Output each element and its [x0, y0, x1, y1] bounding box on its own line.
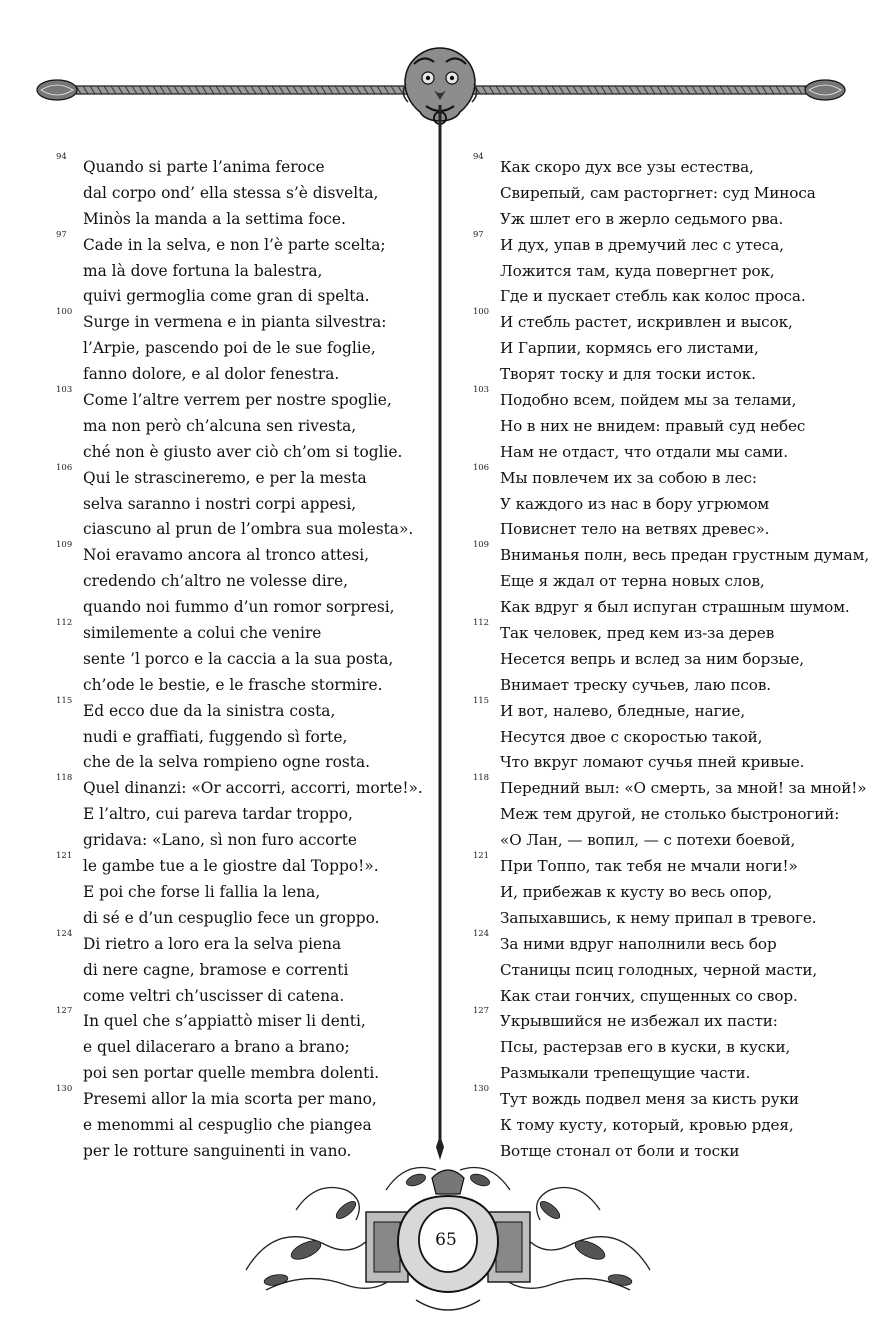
verse-number: 118: [56, 773, 73, 784]
verse-line: [473, 517, 858, 543]
verse-text: Quando si parte l’anima feroce: [83, 158, 325, 176]
verse-line: [473, 618, 858, 647]
verse-line: [56, 1035, 428, 1061]
verse-text: Come l’altre verrem per nostre spoglie,: [83, 391, 392, 410]
verse-line: [473, 673, 858, 699]
tercet: [56, 540, 428, 621]
verse-text: Где и пускает стебль как колос проса.: [500, 287, 806, 306]
verse-line: [56, 618, 428, 647]
verse-line: [473, 984, 858, 1010]
verse-number: 130: [56, 1084, 73, 1095]
verse-text: Как скоро дух все узы естества,: [500, 158, 754, 176]
verse-text: Подобно всем, пойдем мы за телами,: [500, 391, 797, 410]
verse-line: [473, 492, 858, 518]
verse-text: Minòs la manda a la settima foce.: [83, 209, 346, 228]
tercet: [473, 928, 858, 1010]
verse-text: Di rietro a loro era la selva piena: [83, 934, 342, 953]
tercet: [473, 462, 858, 544]
verse-text: Запыхавшись, к нему припал в тревоге.: [500, 908, 817, 927]
verse-text: Повиснет тело на ветвях древес».: [500, 520, 770, 539]
page-number: 65: [435, 1230, 457, 1250]
verse-number: 103: [56, 385, 73, 396]
verse-line: [473, 928, 858, 958]
verse-text: Нам не отдаст, что отдали мы сами.: [500, 442, 789, 461]
verse-text: credendo ch’altro ne volesse dire,: [83, 572, 349, 591]
tercet: [473, 773, 867, 854]
verse-line: [473, 207, 858, 233]
verse-number: 130: [473, 1084, 489, 1095]
tercet: [56, 928, 428, 1010]
verse-number: 124: [473, 928, 489, 939]
tercet: [56, 618, 428, 699]
verse-number: 118: [473, 773, 489, 784]
verse-text: ma non però ch’alcuna sen rivesta,: [83, 416, 357, 435]
russian-column: [473, 152, 870, 1165]
verse-line: [56, 880, 428, 906]
verse-text: Quel dinanzi: «Or accorri, accorri, morte!».: [83, 779, 423, 798]
tercet: [473, 540, 870, 621]
verse-line: [473, 307, 858, 336]
verse-text: Мы повлечем их за собою в лес:: [500, 468, 757, 487]
verse-number: 109: [473, 540, 489, 551]
verse-text: При Топпо, так тебя не мчали ноги!»: [500, 857, 798, 876]
verse-number: 106: [473, 462, 489, 473]
verse-text: Еще я ждал от терна новых слов,: [500, 572, 765, 591]
verse-text: che de la selva rompieno ogne rosta.: [83, 753, 371, 772]
verse-line: [56, 414, 428, 440]
verse-number: 115: [473, 695, 489, 706]
verse-number: 109: [56, 540, 73, 551]
verse-line: [56, 440, 428, 466]
verse-line: [56, 725, 428, 751]
verse-text: Так человек, пред кем из-за дерев: [500, 624, 775, 643]
verse-text: ch’ode le bestie, e le frasche stormire.: [83, 675, 383, 694]
verse-text: Творят тоску и для тоски исток.: [500, 365, 756, 384]
verse-line: [473, 906, 858, 932]
verse-line: [56, 284, 428, 310]
verse-text: dal corpo ond’ ella stessa s’è disvelta,: [83, 183, 379, 202]
verse-line: [56, 773, 428, 802]
verse-line: [56, 540, 428, 569]
verse-number: 97: [56, 229, 67, 240]
verse-line: [473, 229, 858, 259]
verse-line: [56, 385, 428, 414]
verse-text: И, прибежав к кусту во весь опор,: [500, 882, 773, 901]
tercet: [56, 152, 428, 233]
verse-number: 127: [473, 1006, 489, 1017]
tercet: [473, 695, 858, 777]
verse-text: fanno dolore, e al dolor fenestra.: [83, 365, 340, 384]
verse-text: e quel dilaceraro a brano a brano;: [83, 1038, 350, 1057]
verse-text: l’Arpie, pascendo poi de le sue foglie,: [83, 339, 376, 358]
verse-line: [473, 1113, 858, 1139]
tercet: [56, 773, 428, 854]
verse-line: [473, 440, 858, 466]
verse-text: quando noi fummo d’un romor sorpresi,: [83, 598, 395, 617]
verse-text: Несутся двое с скоростью такой,: [500, 727, 763, 746]
verse-text: Ed ecco due da la sinistra costa,: [83, 701, 336, 720]
verse-text: И стебль растет, искривлен и высок,: [500, 313, 793, 332]
verse-number: 103: [473, 385, 489, 396]
italian-column: [56, 152, 428, 1165]
verse-line: [473, 773, 867, 802]
verse-text: ché non è giusto aver ciò ch’om si toglie.: [83, 442, 403, 461]
verse-line: [56, 906, 428, 932]
verse-line: [473, 880, 858, 906]
verse-text: E l’altro, cui pareva tardar troppo,: [83, 805, 353, 824]
verse-line: [473, 540, 870, 569]
verse-text: di sé e d’un cespuglio fece un groppo.: [83, 908, 380, 927]
verse-line: [473, 1035, 858, 1061]
verse-line: [473, 259, 858, 285]
verse-text: Свирепый, сам расторгнет: суд Миноса: [500, 183, 816, 202]
verse-line: [473, 569, 858, 595]
verse-text: le gambe tue a le giostre dal Toppo!».: [83, 857, 379, 876]
verse-line: [473, 414, 858, 440]
verse-line: [473, 385, 858, 414]
verse-text: Presemi allor la mia scorta per mano,: [83, 1090, 377, 1109]
verse-text: di nere cagne, bramose e correnti: [83, 960, 349, 979]
tercet: [56, 229, 428, 311]
verse-line: [56, 362, 428, 388]
verse-text: per le rotture sanguinenti in vano.: [83, 1141, 352, 1160]
verse-line: [473, 958, 858, 984]
verse-text: Ложится там, куда повергнет рок,: [500, 261, 775, 280]
verse-text: nudi e graffiati, fuggendo sì forte,: [83, 727, 348, 746]
verse-text: In quel che s’appiattò miser li denti,: [83, 1012, 366, 1031]
verse-line: [473, 725, 858, 751]
verse-line: [56, 207, 428, 233]
tercet: [56, 695, 428, 777]
verse-text: E poi che forse li fallia la lena,: [83, 882, 321, 901]
verse-text: К тому кусту, который, кровью рдея,: [500, 1115, 794, 1134]
verse-line: [473, 284, 858, 310]
verse-line: [56, 673, 428, 699]
verse-text: selva saranno i nostri corpi appesi,: [83, 494, 357, 513]
verse-text: quivi germoglia come gran di spelta.: [83, 287, 370, 306]
verse-text: И дух, упав в дремучий лес с утеса,: [500, 235, 784, 254]
verse-text: Noi eravamo ancora al tronco attesi,: [83, 546, 370, 565]
tercet: [473, 618, 858, 699]
verse-line: [56, 647, 428, 673]
tercet: [473, 385, 858, 466]
verse-number: 94: [473, 152, 484, 162]
verse-line: [473, 595, 858, 621]
verse-line: [473, 851, 858, 880]
verse-text: gridava: «Lano, sì non furo accorte: [83, 831, 358, 850]
verse-line: [56, 569, 428, 595]
verse-line: [56, 595, 428, 621]
verse-text: Несется вепрь и вслед за ним борзые,: [500, 649, 804, 668]
verse-line: [473, 1084, 858, 1113]
verse-text: Передний выл: «О смерть, за мной! за мной!»: [500, 779, 867, 798]
verse-text: Что вкруг ломают сучья пней кривые.: [500, 753, 805, 772]
verse-line: [473, 802, 858, 828]
verse-line: [473, 152, 858, 181]
verse-line: [56, 259, 428, 285]
verse-number: 115: [56, 695, 73, 706]
verse-line: [473, 1061, 858, 1087]
verse-line: [56, 928, 428, 958]
verse-text: come veltri ch’uscisser di catena.: [83, 986, 345, 1005]
verse-number: 106: [56, 462, 73, 473]
verse-text: Surge in vermena e in pianta silvestra:: [83, 313, 387, 332]
tercet: [56, 307, 428, 388]
verse-number: 124: [56, 928, 73, 939]
verse-text: Внимает треску сучьев, лаю псов.: [500, 675, 772, 694]
verse-line: [56, 492, 428, 518]
verse-text: За ними вдруг наполнили весь бор: [500, 934, 777, 953]
verse-line: [56, 1113, 428, 1139]
tercet: [473, 1006, 858, 1087]
verse-text: ciascuno al prun de l’ombra sua molesta».: [83, 520, 414, 539]
verse-text: Вотще стонал от боли и тоски: [500, 1141, 740, 1160]
verse-line: [56, 152, 428, 181]
verse-text: similemente a colui che venire: [83, 624, 322, 643]
verse-number: 112: [56, 618, 73, 629]
verse-text: Но в них не внидем: правый суд небес: [500, 416, 806, 435]
verse-text: sente ’l porco e la caccia a la sua posta,: [83, 649, 394, 668]
verse-line: [56, 958, 428, 984]
verse-number: 100: [56, 307, 73, 318]
tercet: [56, 385, 428, 466]
verse-line: [473, 828, 858, 854]
verse-line: [56, 1084, 428, 1113]
verse-text: И Гарпии, кормясь его листами,: [500, 339, 759, 358]
tercet: [56, 1006, 428, 1087]
verse-line: [473, 462, 858, 492]
verse-line: [56, 1006, 428, 1035]
verse-line: [56, 181, 428, 207]
verse-number: 112: [473, 618, 489, 629]
column-divider: [436, 105, 444, 1160]
verse-text: У каждого из нас в бору угрюмом: [500, 494, 770, 513]
verse-line: [56, 229, 428, 259]
verse-text: Cade in la selva, e non l’è parte scelta;: [83, 235, 386, 254]
verse-text: Размыкали трепещущие части.: [500, 1064, 751, 1083]
verse-line: [56, 1061, 428, 1087]
verse-text: Как стаи гончих, спущенных со свор.: [500, 986, 798, 1005]
verse-number: 100: [473, 307, 489, 318]
verse-line: [473, 1006, 858, 1035]
verse-line: [473, 695, 858, 725]
verse-line: [473, 750, 858, 776]
tercet: [473, 152, 858, 233]
verse-text: Укрывшийся не избежал их пасти:: [500, 1012, 778, 1031]
verse-line: [56, 462, 428, 492]
tercet: [473, 851, 858, 932]
verse-text: Тут вождь подвел меня за кисть руки: [500, 1090, 799, 1109]
verse-number: 121: [56, 851, 73, 862]
verse-text: Вниманья полн, весь предан грустным думам,: [500, 546, 870, 565]
verse-text: И вот, налево, бледные, нагие,: [500, 701, 746, 720]
verse-line: [473, 362, 858, 388]
verse-line: [56, 517, 428, 543]
verse-line: [56, 695, 428, 725]
verse-line: [56, 984, 428, 1010]
verse-text: «О Лан, — вопил, — с потехи боевой,: [500, 831, 796, 850]
verse-line: [473, 336, 858, 362]
verse-line: [56, 307, 428, 336]
verse-text: e menommi al cespuglio che piangea: [83, 1115, 372, 1134]
verse-text: Меж тем другой, не столько быстроногий:: [500, 805, 840, 824]
verse-number: 127: [56, 1006, 73, 1017]
verse-text: Как вдруг я был испуган страшным шумом.: [500, 598, 850, 617]
verse-text: Псы, растерзав его в куски, в куски,: [500, 1038, 791, 1057]
verse-line: [473, 647, 858, 673]
verse-text: ma là dove fortuna la balestra,: [83, 261, 323, 280]
verse-line: [56, 828, 428, 854]
verse-line: [56, 750, 428, 776]
tercet: [56, 462, 428, 544]
verse-text: Уж шлет его в жерло седьмого рва.: [500, 209, 784, 228]
verse-number: 94: [56, 152, 67, 162]
verse-text: Qui le strascineremo, e per la mesta: [83, 468, 367, 487]
verse-number: 121: [473, 851, 489, 862]
tercet: [473, 229, 858, 311]
verse-line: [56, 851, 428, 880]
verse-line: [473, 181, 858, 207]
verse-text: poi sen portar quelle membra dolenti.: [83, 1064, 380, 1083]
verse-text: Станицы псиц голодных, черной масти,: [500, 960, 818, 979]
tercet: [56, 851, 428, 932]
verse-number: 97: [473, 229, 484, 240]
verse-line: [56, 336, 428, 362]
verse-line: [56, 802, 428, 828]
tercet: [473, 307, 858, 388]
